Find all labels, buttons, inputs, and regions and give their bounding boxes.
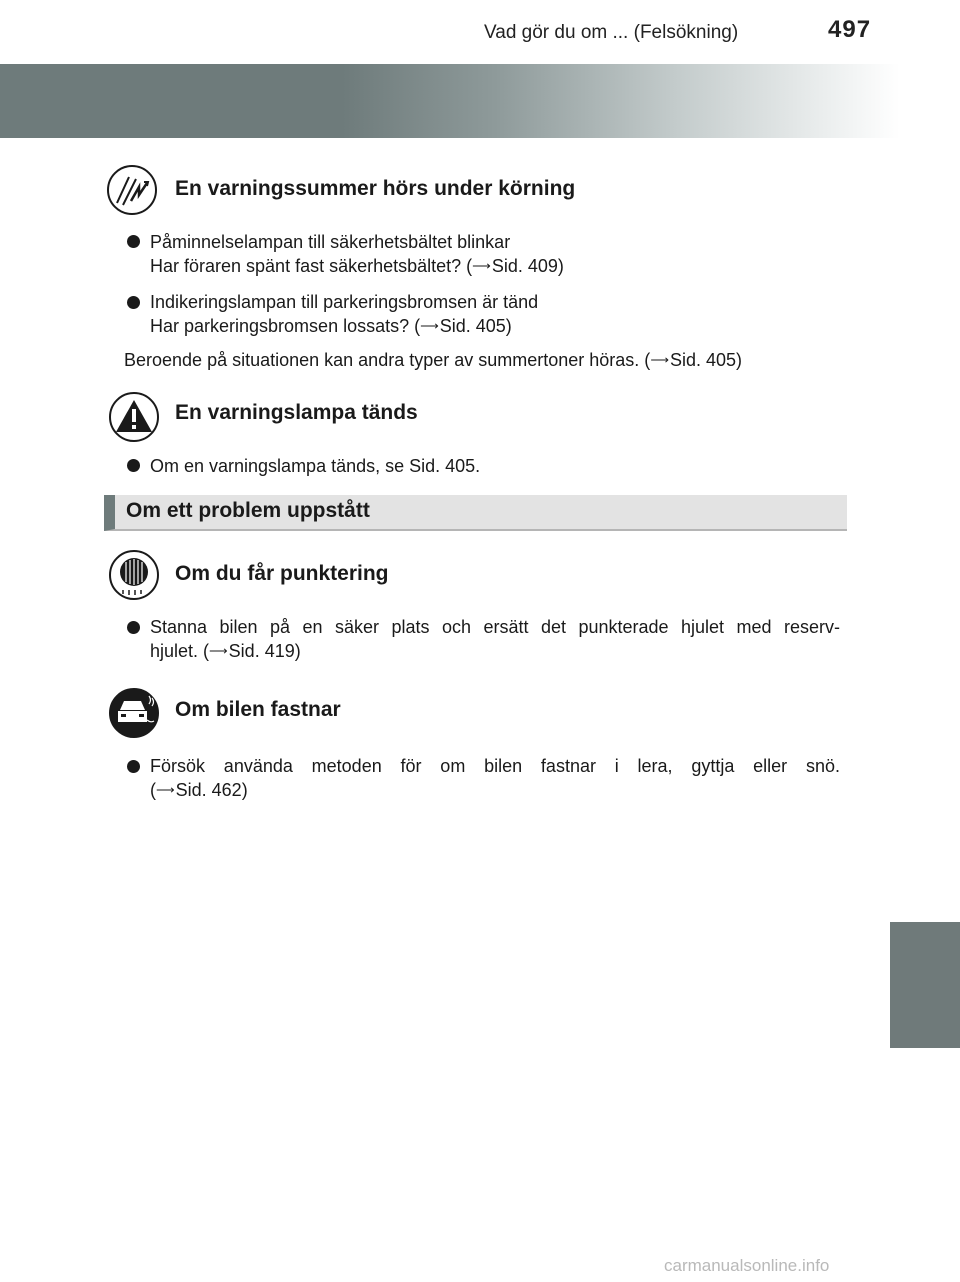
list-item-line: Försök använda metoden för om bilen fastnar i lera, gyttja eller snö. (150, 756, 840, 776)
ref-prefix: ( (150, 780, 156, 800)
footer-watermark: carmanualsonline.info (664, 1256, 830, 1275)
arrow-right-icon: ⟶ (650, 352, 669, 367)
arrow-right-icon: ⟶ (156, 782, 175, 797)
buzzer-icon (107, 165, 157, 215)
page-header (0, 0, 960, 54)
heading-flat-tire: Om du får punktering (175, 562, 389, 585)
list-item-line: Indikeringslampan till parkeringsbromsen är tänd (150, 292, 539, 312)
list-item-stuck-car (150, 754, 840, 802)
arrow-right-icon: ⟶ (209, 643, 228, 658)
page-reference[interactable]: Sid. 419) (228, 641, 301, 661)
list-item-line (150, 778, 840, 802)
ref-prefix: Har parkeringsbromsen lossats? ( (150, 316, 421, 336)
note-prefix: Beroende på situationen kan andra typer av summertoner höras. ( (124, 350, 651, 370)
list-item-warning-light: Om en varningslampa tänds, se Sid. 405. (150, 456, 481, 476)
list-item-line: Påminnelselampan till säkerhetsbältet blinkar (150, 232, 511, 252)
list-item-flat-tire (150, 615, 840, 663)
header-banner (0, 64, 900, 138)
ref-prefix: Har föraren spänt fast säkerhetsbältet? ( (150, 256, 473, 276)
note-text (124, 348, 742, 372)
bullet (127, 459, 140, 472)
bullet (127, 235, 140, 248)
page-reference[interactable]: Sid. 462) (175, 780, 248, 800)
heading-stuck-car: Om bilen fastnar (175, 698, 341, 721)
list-item-parking-brake (150, 290, 538, 338)
bullet (127, 296, 140, 309)
list-item-line (150, 314, 538, 338)
heading-warning-light: En varningslampa tänds (175, 401, 418, 424)
section-bar (104, 495, 847, 531)
section-tab (890, 922, 960, 1048)
list-item-line (150, 254, 564, 278)
ref-prefix: hjulet. ( (150, 641, 210, 661)
page-reference[interactable]: Sid. 405) (439, 316, 512, 336)
arrow-right-icon: ⟶ (472, 258, 491, 273)
section-bar-title: Om ett problem uppstått (126, 499, 370, 522)
bullet (127, 760, 140, 773)
list-item-line: Stanna bilen på en säker plats och ersätt det punkterade hjulet med reserv- (150, 617, 840, 637)
page-number: 497 (828, 16, 872, 43)
page-reference[interactable]: Sid. 409) (491, 256, 564, 276)
warning-triangle-icon (109, 392, 159, 442)
page-reference[interactable]: Sid. 405) (669, 350, 742, 370)
list-item-seatbelt (150, 230, 564, 278)
list-item-line (150, 639, 840, 663)
header-title: Vad gör du om ... (Felsökning) (484, 22, 739, 43)
bullet (127, 621, 140, 634)
heading-buzzer: En varningssummer hörs under körning (175, 177, 576, 200)
stuck-car-icon (109, 688, 159, 738)
flat-tire-icon (109, 550, 159, 600)
arrow-right-icon: ⟶ (420, 318, 439, 333)
